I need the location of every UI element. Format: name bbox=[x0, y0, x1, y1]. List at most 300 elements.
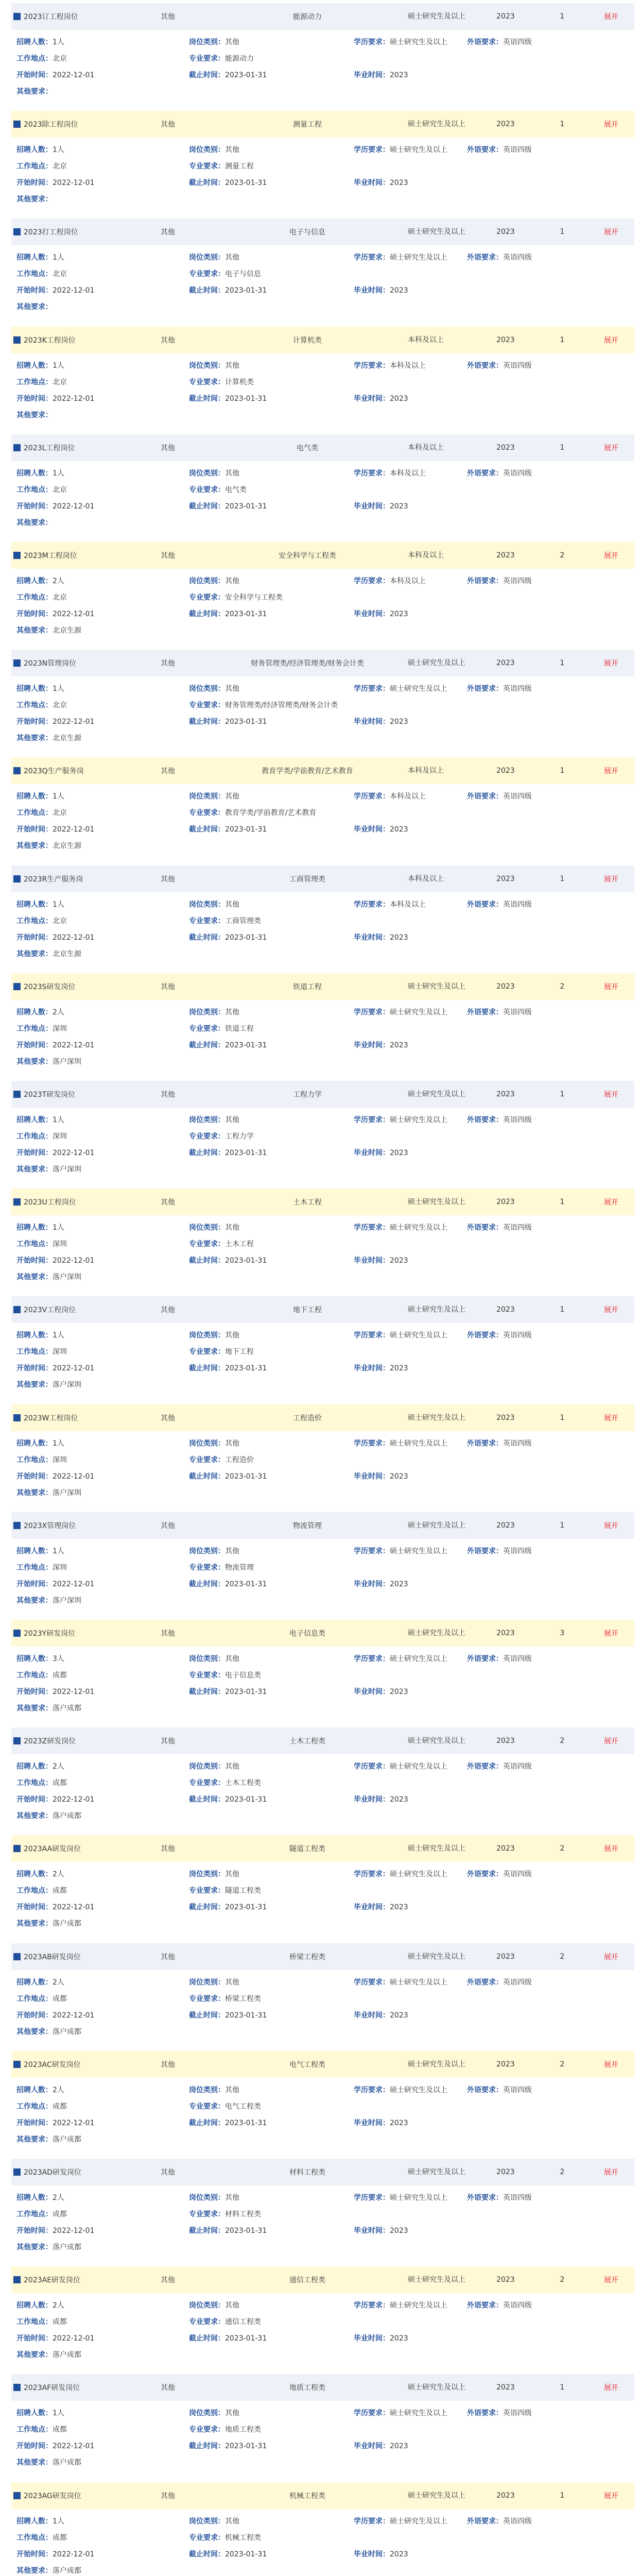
education-req-value: 硕士研究生及以上 bbox=[390, 2517, 447, 2526]
job-summary-row[interactable] bbox=[11, 2051, 634, 2078]
headcount-field bbox=[16, 2085, 64, 2095]
expand-button[interactable]: 展开 bbox=[604, 336, 618, 345]
major-req-label: 专业要求： bbox=[189, 162, 225, 171]
job-year: 2023 bbox=[496, 1198, 515, 1207]
job-summary-row[interactable] bbox=[11, 1512, 634, 1539]
job-area: 其他 bbox=[161, 659, 175, 668]
location-label: 工作地点： bbox=[16, 1671, 53, 1680]
foreign-language-label: 外语要求： bbox=[467, 253, 503, 262]
foreign-language-field bbox=[467, 900, 532, 910]
graduation-time-field bbox=[354, 1794, 408, 1805]
post-type-field bbox=[189, 1977, 239, 1988]
job-year: 2023 bbox=[496, 982, 515, 991]
job-summary-row[interactable] bbox=[11, 757, 634, 784]
job-summary-row[interactable] bbox=[11, 1943, 634, 1970]
start-time-value: 2022-12-01 bbox=[53, 1472, 95, 1481]
end-time-label: 截止时间： bbox=[189, 2334, 225, 2343]
headcount-field bbox=[16, 1007, 64, 1018]
post-type-value: 其他 bbox=[225, 900, 239, 909]
job-count: 1 bbox=[560, 1090, 565, 1098]
job-education: 硕士研究生及以上 bbox=[408, 2060, 465, 2069]
graduation-time-field bbox=[354, 2441, 408, 2451]
graduation-time-label: 毕业时间： bbox=[354, 2227, 390, 2235]
major-req-field bbox=[189, 377, 254, 387]
expand-button[interactable]: 展开 bbox=[604, 1521, 618, 1530]
post-type-label: 岗位类别： bbox=[189, 38, 225, 46]
headcount-field bbox=[16, 2408, 64, 2418]
expand-button[interactable]: 展开 bbox=[604, 1953, 618, 1961]
foreign-language-label: 外语要求： bbox=[467, 1547, 503, 1555]
start-time-value: 2022-12-01 bbox=[53, 718, 95, 726]
post-type-value: 其他 bbox=[225, 1547, 239, 1555]
other-req-label: 其他要求： bbox=[16, 950, 53, 958]
post-type-field bbox=[189, 900, 239, 910]
job-summary-row[interactable] bbox=[11, 866, 634, 892]
foreign-language-label: 外语要求： bbox=[467, 2086, 503, 2094]
foreign-language-label: 外语要求： bbox=[467, 2194, 503, 2202]
major-req-value: 电子信息类 bbox=[225, 1671, 261, 1680]
end-time-field bbox=[189, 2333, 267, 2344]
job-title: 2023L工程岗位 bbox=[24, 444, 75, 452]
education-req-label: 学历要求： bbox=[354, 361, 390, 370]
expand-button[interactable]: 展开 bbox=[604, 2492, 618, 2500]
headcount-field bbox=[16, 2193, 64, 2203]
post-type-label: 岗位类别： bbox=[189, 1008, 225, 1016]
post-type-value: 其他 bbox=[225, 253, 239, 262]
headcount-label: 招聘人数： bbox=[16, 2409, 53, 2418]
other-req-field bbox=[16, 1703, 81, 1714]
other-req-value: 落户深圳 bbox=[53, 1381, 81, 1389]
start-time-field bbox=[16, 2226, 94, 2236]
expand-button[interactable]: 展开 bbox=[604, 2276, 618, 2285]
location-field bbox=[16, 1778, 67, 1788]
education-req-value: 硕士研究生及以上 bbox=[390, 1116, 447, 1124]
major-req-value: 地质工程类 bbox=[225, 2426, 261, 2434]
headcount-label: 招聘人数： bbox=[16, 1331, 53, 1340]
end-time-label: 截止时间： bbox=[189, 2227, 225, 2235]
post-type-value: 其他 bbox=[225, 577, 239, 585]
post-type-label: 岗位类别： bbox=[189, 361, 225, 370]
job-summary-row[interactable] bbox=[11, 650, 634, 676]
job-summary-row[interactable] bbox=[11, 1727, 634, 1754]
expand-button[interactable]: 展开 bbox=[604, 2168, 618, 2177]
end-time-value: 2023-01-31 bbox=[225, 502, 267, 511]
post-type-field bbox=[189, 1546, 239, 1556]
other-req-value: 落户深圳 bbox=[53, 1488, 81, 1497]
headcount-value: 1人 bbox=[53, 2517, 64, 2526]
expand-button[interactable]: 展开 bbox=[604, 2060, 618, 2069]
job-summary-row[interactable] bbox=[11, 218, 634, 245]
post-type-field bbox=[189, 1654, 239, 1664]
job-title: 2023AF研发岗位 bbox=[24, 2384, 80, 2393]
graduation-time-field bbox=[354, 1256, 408, 1266]
graduation-time-field bbox=[354, 1579, 408, 1589]
education-req-value: 硕士研究生及以上 bbox=[390, 1762, 447, 1771]
job-title: 2023AA研发岗位 bbox=[24, 1845, 81, 1854]
education-req-value: 硕士研究生及以上 bbox=[390, 2409, 447, 2418]
other-req-field bbox=[16, 194, 53, 205]
graduation-time-field bbox=[354, 1148, 408, 1158]
education-req-field bbox=[354, 468, 426, 479]
other-req-label: 其他要求： bbox=[16, 2566, 53, 2575]
start-time-label: 开始时间： bbox=[16, 1688, 53, 1696]
other-req-field bbox=[16, 2027, 81, 2037]
start-time-field bbox=[16, 2549, 94, 2560]
start-time-field bbox=[16, 609, 94, 619]
job-major: 工程造价 bbox=[293, 1414, 322, 1422]
other-req-field bbox=[16, 1272, 81, 1282]
job-summary-row[interactable] bbox=[11, 542, 634, 569]
post-type-label: 岗位类别： bbox=[189, 1439, 225, 1448]
foreign-language-value: 英语四级 bbox=[503, 792, 532, 801]
job-title: 2023AD研发岗位 bbox=[24, 2168, 81, 2177]
end-time-field bbox=[189, 1256, 267, 1266]
end-time-value: 2023-01-31 bbox=[225, 1795, 267, 1804]
bullet-square-icon bbox=[13, 1414, 21, 1421]
expand-button[interactable]: 展开 bbox=[604, 767, 618, 776]
job-education: 硕士研究生及以上 bbox=[408, 1090, 465, 1098]
headcount-field bbox=[16, 1761, 64, 1772]
graduation-time-field bbox=[354, 394, 408, 404]
graduation-time-value: 2023 bbox=[390, 502, 408, 511]
location-label: 工作地点： bbox=[16, 2533, 53, 2542]
job-area: 其他 bbox=[161, 1630, 175, 1638]
headcount-value: 1人 bbox=[53, 361, 64, 370]
graduation-time-field bbox=[354, 1687, 408, 1697]
job-summary-row[interactable] bbox=[11, 2159, 634, 2185]
job-education: 本科及以上 bbox=[408, 874, 444, 883]
location-field bbox=[16, 1994, 67, 2004]
expand-button[interactable]: 展开 bbox=[604, 228, 618, 237]
location-field bbox=[16, 916, 67, 926]
major-req-label: 专业要求： bbox=[189, 809, 225, 818]
job-summary-row[interactable] bbox=[11, 1296, 634, 1323]
start-time-field bbox=[16, 1040, 94, 1050]
location-label: 工作地点： bbox=[16, 1455, 53, 1464]
headcount-value: 2人 bbox=[53, 1008, 64, 1016]
job-area: 其他 bbox=[161, 1521, 175, 1530]
post-type-label: 岗位类别： bbox=[189, 1116, 225, 1124]
foreign-language-field bbox=[467, 2516, 532, 2527]
bullet-square-icon bbox=[13, 2061, 21, 2068]
post-type-value: 其他 bbox=[225, 469, 239, 478]
foreign-language-value: 英语四级 bbox=[503, 1439, 532, 1448]
location-value: 北京 bbox=[53, 594, 67, 602]
foreign-language-field bbox=[467, 145, 532, 155]
other-req-value: 落户成都 bbox=[53, 2351, 81, 2360]
bullet-square-icon bbox=[13, 552, 21, 559]
start-time-label: 开始时间： bbox=[16, 394, 53, 403]
foreign-language-label: 外语要求： bbox=[467, 146, 503, 155]
bullet-square-icon bbox=[13, 1306, 21, 1313]
foreign-language-label: 外语要求： bbox=[467, 1008, 503, 1016]
expand-button[interactable]: 展开 bbox=[604, 1306, 618, 1315]
education-req-field bbox=[354, 1007, 447, 1018]
expand-button[interactable]: 展开 bbox=[604, 552, 618, 560]
graduation-time-field bbox=[354, 2333, 408, 2344]
education-req-label: 学历要求： bbox=[354, 2301, 390, 2310]
job-year: 2023 bbox=[496, 120, 515, 129]
expand-button[interactable]: 展开 bbox=[604, 1091, 618, 1099]
job-count: 2 bbox=[560, 2276, 565, 2284]
job-summary-row[interactable] bbox=[11, 1189, 634, 1215]
start-time-value: 2022-12-01 bbox=[53, 394, 95, 403]
expand-button[interactable]: 展开 bbox=[604, 875, 618, 884]
job-title: 2023W工程岗位 bbox=[24, 1414, 78, 1422]
expand-button[interactable]: 展开 bbox=[604, 1737, 618, 1746]
job-summary-row[interactable] bbox=[11, 1081, 634, 1108]
major-req-field bbox=[189, 2317, 261, 2327]
start-time-field bbox=[16, 1471, 94, 1482]
location-label: 工作地点： bbox=[16, 1994, 53, 2003]
major-req-label: 专业要求： bbox=[189, 2426, 225, 2434]
job-summary-row[interactable] bbox=[11, 2266, 634, 2293]
end-time-value: 2023-01-31 bbox=[225, 1257, 267, 1265]
other-req-label: 其他要求： bbox=[16, 88, 53, 96]
major-req-value: 安全科学与工程类 bbox=[225, 594, 283, 602]
headcount-label: 招聘人数： bbox=[16, 900, 53, 909]
headcount-value: 2人 bbox=[53, 577, 64, 585]
location-label: 工作地点： bbox=[16, 1024, 53, 1033]
headcount-field bbox=[16, 576, 64, 586]
location-field bbox=[16, 1455, 67, 1465]
job-summary-row[interactable] bbox=[11, 3, 634, 30]
post-type-label: 岗位类别： bbox=[189, 253, 225, 262]
location-label: 工作地点： bbox=[16, 2426, 53, 2434]
other-req-label: 其他要求： bbox=[16, 2135, 53, 2144]
graduation-time-value: 2023 bbox=[390, 1472, 408, 1481]
post-type-value: 其他 bbox=[225, 1762, 239, 1771]
foreign-language-value: 英语四级 bbox=[503, 2301, 532, 2310]
job-count: 1 bbox=[560, 12, 565, 21]
graduation-time-label: 毕业时间： bbox=[354, 1688, 390, 1696]
education-req-value: 硕士研究生及以上 bbox=[390, 2194, 447, 2202]
location-label: 工作地点： bbox=[16, 378, 53, 386]
end-time-field bbox=[189, 501, 267, 512]
headcount-label: 招聘人数： bbox=[16, 1978, 53, 1987]
headcount-label: 招聘人数： bbox=[16, 361, 53, 370]
headcount-label: 招聘人数： bbox=[16, 38, 53, 46]
start-time-value: 2022-12-01 bbox=[53, 1364, 95, 1373]
job-summary-row[interactable] bbox=[11, 1835, 634, 1862]
graduation-time-label: 毕业时间： bbox=[354, 1580, 390, 1588]
major-req-value: 机械工程类 bbox=[225, 2533, 261, 2542]
education-req-value: 硕士研究生及以上 bbox=[390, 1331, 447, 1340]
other-req-value: 落户成都 bbox=[53, 1920, 81, 1928]
graduation-time-value: 2023 bbox=[390, 933, 408, 942]
end-time-value: 2023-01-31 bbox=[225, 610, 267, 618]
other-req-label: 其他要求： bbox=[16, 1704, 53, 1713]
job-education: 硕士研究生及以上 bbox=[408, 120, 465, 129]
major-req-value: 地下工程 bbox=[225, 1348, 254, 1357]
location-label: 工作地点： bbox=[16, 485, 53, 494]
headcount-value: 1人 bbox=[53, 2409, 64, 2418]
end-time-value: 2023-01-31 bbox=[225, 2011, 267, 2020]
graduation-time-label: 毕业时间： bbox=[354, 1903, 390, 1912]
location-value: 北京 bbox=[53, 55, 67, 63]
graduation-time-label: 毕业时间： bbox=[354, 825, 390, 834]
foreign-language-field bbox=[467, 576, 532, 586]
post-type-field bbox=[189, 145, 239, 155]
major-req-label: 专业要求： bbox=[189, 1024, 225, 1033]
job-summary-row[interactable] bbox=[11, 111, 634, 138]
expand-button[interactable]: 展开 bbox=[604, 13, 618, 21]
post-type-label: 岗位类别： bbox=[189, 2194, 225, 2202]
expand-button[interactable]: 展开 bbox=[604, 121, 618, 129]
post-type-value: 其他 bbox=[225, 1116, 239, 1124]
job-year: 2023 bbox=[496, 551, 515, 560]
graduation-time-label: 毕业时间： bbox=[354, 2011, 390, 2020]
job-education: 硕士研究生及以上 bbox=[408, 2491, 465, 2500]
post-type-field bbox=[189, 576, 239, 586]
post-type-field bbox=[189, 2085, 239, 2095]
job-title: 2023T研发岗位 bbox=[24, 1091, 76, 1099]
major-req-label: 专业要求： bbox=[189, 1563, 225, 1572]
start-time-label: 开始时间： bbox=[16, 2442, 53, 2451]
graduation-time-value: 2023 bbox=[390, 2550, 408, 2558]
job-title: 2023AE研发岗位 bbox=[24, 2276, 81, 2285]
foreign-language-field bbox=[467, 37, 532, 47]
job-summary-row[interactable] bbox=[11, 434, 634, 461]
post-type-value: 其他 bbox=[225, 1008, 239, 1016]
education-req-label: 学历要求： bbox=[354, 1224, 390, 1232]
location-value: 成都 bbox=[53, 2533, 67, 2542]
job-major: 物流管理 bbox=[293, 1521, 322, 1530]
start-time-label: 开始时间： bbox=[16, 1903, 53, 1912]
job-summary-row[interactable] bbox=[11, 2482, 634, 2509]
foreign-language-field bbox=[467, 684, 532, 694]
expand-button[interactable]: 展开 bbox=[604, 1630, 618, 1638]
headcount-value: 1人 bbox=[53, 685, 64, 693]
foreign-language-label: 外语要求： bbox=[467, 1762, 503, 1771]
education-req-value: 本科及以上 bbox=[390, 792, 426, 801]
job-title: 2023除工程岗位 bbox=[24, 121, 78, 129]
major-req-value: 电气类 bbox=[225, 485, 247, 494]
bullet-square-icon bbox=[13, 1198, 21, 1206]
graduation-time-label: 毕业时间： bbox=[354, 2550, 390, 2558]
major-req-value: 工商管理类 bbox=[225, 917, 261, 925]
major-req-value: 材料工程类 bbox=[225, 2210, 261, 2218]
education-req-field bbox=[354, 2408, 447, 2418]
education-req-value: 硕士研究生及以上 bbox=[390, 685, 447, 693]
job-summary-row[interactable] bbox=[11, 1620, 634, 1647]
job-education: 硕士研究生及以上 bbox=[408, 1521, 465, 1530]
start-time-value: 2022-12-01 bbox=[53, 1041, 95, 1049]
end-time-field bbox=[189, 394, 267, 404]
post-type-value: 其他 bbox=[225, 2086, 239, 2094]
location-value: 北京 bbox=[53, 809, 67, 818]
education-req-value: 硕士研究生及以上 bbox=[390, 1870, 447, 1879]
headcount-label: 招聘人数： bbox=[16, 1547, 53, 1555]
headcount-label: 招聘人数： bbox=[16, 1116, 53, 1124]
end-time-label: 截止时间： bbox=[189, 179, 225, 188]
location-field bbox=[16, 269, 67, 279]
start-time-label: 开始时间： bbox=[16, 286, 53, 295]
job-summary-row[interactable] bbox=[11, 327, 634, 353]
expand-button[interactable]: 展开 bbox=[604, 659, 618, 668]
end-time-label: 截止时间： bbox=[189, 1364, 225, 1373]
expand-button[interactable]: 展开 bbox=[604, 1845, 618, 1854]
expand-button[interactable]: 展开 bbox=[604, 1414, 618, 1422]
job-summary-row[interactable] bbox=[11, 2374, 634, 2401]
other-req-value: 落户成都 bbox=[53, 1704, 81, 1713]
job-summary-row[interactable] bbox=[11, 973, 634, 1000]
expand-button[interactable]: 展开 bbox=[604, 2384, 618, 2393]
job-year: 2023 bbox=[496, 1306, 515, 1314]
end-time-value: 2023-01-31 bbox=[225, 71, 267, 79]
job-major: 通信工程类 bbox=[289, 2276, 325, 2285]
headcount-label: 招聘人数： bbox=[16, 2194, 53, 2202]
graduation-time-field bbox=[354, 2226, 408, 2236]
graduation-time-value: 2023 bbox=[390, 1041, 408, 1049]
graduation-time-value: 2023 bbox=[390, 2227, 408, 2235]
graduation-time-field bbox=[354, 285, 408, 296]
job-education: 硕士研究生及以上 bbox=[408, 1844, 465, 1853]
end-time-value: 2023-01-31 bbox=[225, 2334, 267, 2343]
other-req-value: 落户成都 bbox=[53, 2027, 81, 2036]
graduation-time-field bbox=[354, 1363, 408, 1374]
expand-button[interactable]: 展开 bbox=[604, 1198, 618, 1207]
major-req-field bbox=[189, 1024, 254, 1034]
job-summary-row[interactable] bbox=[11, 1404, 634, 1431]
job-year: 2023 bbox=[496, 767, 515, 775]
job-count: 1 bbox=[560, 2383, 565, 2392]
foreign-language-value: 英语四级 bbox=[503, 1870, 532, 1879]
foreign-language-label: 外语要求： bbox=[467, 900, 503, 909]
other-req-field bbox=[16, 2134, 81, 2145]
end-time-label: 截止时间： bbox=[189, 2011, 225, 2020]
other-req-label: 其他要求： bbox=[16, 1381, 53, 1389]
graduation-time-value: 2023 bbox=[390, 1795, 408, 1804]
headcount-value: 1人 bbox=[53, 900, 64, 909]
job-count: 2 bbox=[560, 551, 565, 560]
education-req-field bbox=[354, 1546, 447, 1556]
start-time-label: 开始时间： bbox=[16, 610, 53, 618]
location-value: 成都 bbox=[53, 2210, 67, 2218]
education-req-value: 硕士研究生及以上 bbox=[390, 1655, 447, 1663]
job-count: 1 bbox=[560, 443, 565, 452]
other-req-field bbox=[16, 625, 81, 636]
graduation-time-label: 毕业时间： bbox=[354, 1795, 390, 1804]
start-time-value: 2022-12-01 bbox=[53, 71, 95, 79]
expand-button[interactable]: 展开 bbox=[604, 444, 618, 452]
job-count: 1 bbox=[560, 1521, 565, 1530]
job-title: 2023S研发岗位 bbox=[24, 982, 76, 991]
job-area: 其他 bbox=[161, 228, 175, 237]
job-major: 土木工程类 bbox=[289, 1737, 325, 1746]
foreign-language-value: 英语四级 bbox=[503, 2194, 532, 2202]
location-field bbox=[16, 1239, 67, 1249]
job-area: 其他 bbox=[161, 1414, 175, 1422]
graduation-time-value: 2023 bbox=[390, 1364, 408, 1373]
location-field bbox=[16, 2425, 67, 2435]
post-type-value: 其他 bbox=[225, 1870, 239, 1879]
expand-button[interactable]: 展开 bbox=[604, 982, 618, 991]
foreign-language-label: 外语要求： bbox=[467, 469, 503, 478]
education-req-label: 学历要求： bbox=[354, 685, 390, 693]
job-education: 本科及以上 bbox=[408, 335, 444, 344]
graduation-time-field bbox=[354, 1040, 408, 1050]
headcount-value: 2人 bbox=[53, 2086, 64, 2094]
bullet-square-icon bbox=[13, 1845, 21, 1852]
location-field bbox=[16, 1563, 67, 1573]
job-year: 2023 bbox=[496, 335, 515, 344]
start-time-value: 2022-12-01 bbox=[53, 502, 95, 511]
major-req-label: 专业要求： bbox=[189, 1994, 225, 2003]
foreign-language-field bbox=[467, 468, 532, 479]
post-type-field bbox=[189, 791, 239, 802]
start-time-field bbox=[16, 717, 94, 727]
